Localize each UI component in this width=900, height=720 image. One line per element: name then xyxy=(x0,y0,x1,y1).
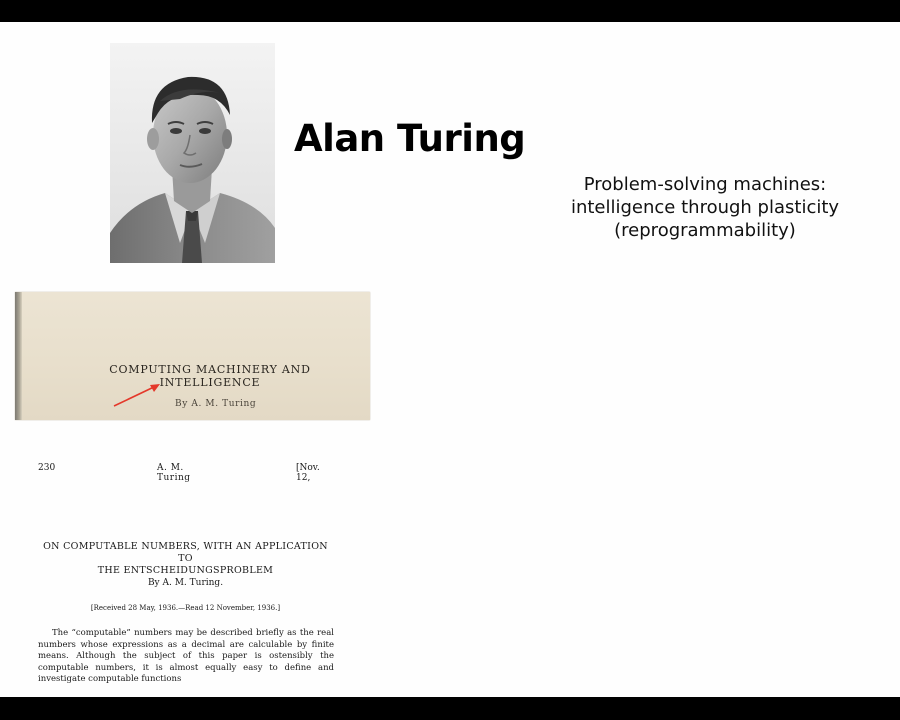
paper2-title-line: ON COMPUTABLE NUMBERS, WITH AN APPLICATION TO xyxy=(43,541,328,564)
letterbox-top xyxy=(0,0,900,22)
paper2-body-paragraph: The “computable” numbers may be described briefly as the real numbers whose expressions as a decimal are calculable by finite means. Although the subject of this paper is ostensibly the computable numbers, it is almost equally easy to define and investigate computable functions xyxy=(38,628,334,684)
paper2-title-line: THE ENTSCHEIDUNGSPROBLEM xyxy=(97,565,274,576)
slide xyxy=(0,22,900,697)
paper2-body-text xyxy=(38,628,334,684)
paper1-title-line: INTELLIGENCE xyxy=(159,376,261,389)
subtitle-line: Problem-solving machines: xyxy=(583,174,827,195)
paper1-title-line: COMPUTING MACHINERY AND xyxy=(109,363,311,376)
letterbox-bottom xyxy=(0,697,900,720)
turing-portrait-photo xyxy=(110,43,275,263)
binding-spine xyxy=(15,292,22,420)
paper2-received-line: [Received 28 May, 1936.—Read 12 November, 1936.] xyxy=(90,604,281,612)
paper1-author: By A. M. Turing xyxy=(175,399,257,409)
paper2-date-fragment: [Nov. 12, xyxy=(296,463,320,483)
slide-title: Alan Turing xyxy=(294,117,526,160)
subtitle-line: (reprogrammability) xyxy=(614,220,796,241)
paper-scan-computing-machinery xyxy=(15,292,370,420)
paper2-title xyxy=(38,541,333,577)
paper2-author: By A. M. Turing. xyxy=(147,578,224,588)
slide-subtitle xyxy=(540,173,870,242)
subtitle-line: intelligence through plasticity xyxy=(570,197,840,218)
red-arrow-icon xyxy=(110,380,180,410)
paper2-running-head: A. M. Turing xyxy=(157,463,191,483)
paper2-page-number: 230 xyxy=(38,463,56,473)
